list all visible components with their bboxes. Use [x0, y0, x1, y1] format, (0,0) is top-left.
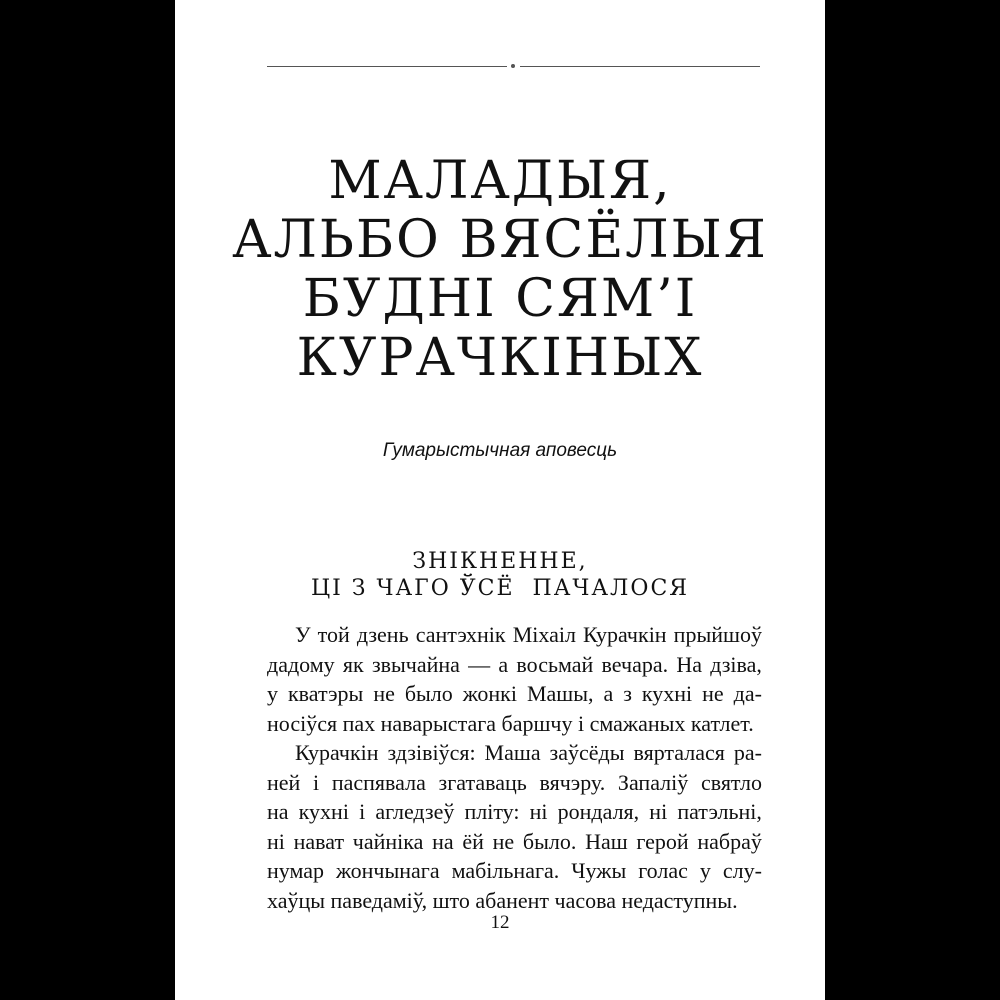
word: Наш [585, 828, 628, 854]
word: а [603, 681, 614, 706]
book-page [175, 0, 825, 1000]
word: ней [267, 769, 301, 795]
word: Маша [484, 740, 541, 765]
word: кватэры [287, 681, 364, 706]
word: Чужы [571, 858, 627, 883]
word: ні [529, 799, 548, 824]
word: дзень [356, 622, 409, 647]
word: — [468, 651, 491, 677]
word: на [267, 799, 289, 824]
word: сантэхнік [415, 622, 506, 647]
word: звычайна [371, 651, 460, 677]
word: здзівіўся: [387, 740, 476, 765]
word: было. [522, 828, 577, 854]
text-line: хаўцы паведаміў, што абанент часова недаступны. [267, 887, 738, 913]
word: Курачкін [583, 622, 667, 647]
title-line: КУРАЧКІНЫХ [296, 328, 704, 388]
word: агледзеў [375, 799, 455, 824]
word: кухні [298, 799, 349, 824]
section-heading-line: ЗНІКНЕННЕ, [412, 549, 588, 574]
word: У [295, 622, 311, 647]
word: набраў [697, 828, 762, 854]
word: дзіва, [710, 651, 762, 677]
text-line [267, 650, 762, 680]
book-subtitle: Гумарыстычная аповесць [382, 440, 618, 461]
word: На [676, 651, 703, 677]
text-line [267, 679, 762, 709]
word: жонкі [462, 681, 517, 706]
word: мабільнага. [451, 858, 560, 883]
word: ёй [462, 828, 484, 854]
word: рондаля, [557, 799, 640, 824]
word: слу- [722, 858, 762, 883]
word: і [313, 769, 320, 795]
word: герой [636, 828, 689, 854]
word: вярталася [633, 740, 725, 765]
word: нават [293, 828, 345, 854]
word: Курачкін [295, 740, 379, 765]
text-line [267, 856, 762, 886]
title-line: МАЛАДЫЯ, [328, 151, 672, 211]
word: Міхаіл [512, 622, 576, 647]
word: у [699, 858, 711, 883]
word: прыйшоў [673, 622, 762, 647]
word: не [492, 828, 515, 854]
book-title [215, 152, 785, 388]
ornament-rule-left [267, 66, 507, 67]
text-line [267, 738, 762, 768]
word: пліту: [464, 799, 520, 824]
word: вячэру. [539, 769, 606, 795]
word: заўсёды [549, 740, 625, 765]
body-text [267, 620, 762, 915]
word: і [359, 799, 366, 824]
text-line [267, 797, 762, 827]
word: вечара. [601, 651, 669, 677]
word: як [342, 651, 364, 677]
word: Машы, [526, 681, 594, 706]
title-line: АЛЬБО ВЯСЁЛЫЯ [232, 210, 768, 270]
text-line [267, 620, 762, 650]
page-number: 12 [490, 912, 510, 933]
word: патэльні, [677, 799, 762, 824]
word: ні [649, 799, 668, 824]
ornament-rule-right [520, 66, 760, 67]
text-line [267, 827, 762, 857]
word: голас [638, 858, 688, 883]
word: паспявала [331, 769, 426, 795]
word: не [702, 681, 724, 706]
ornament-dot [511, 64, 515, 68]
word: у [267, 681, 278, 706]
word: ра- [733, 740, 762, 765]
word: кухні [641, 681, 693, 706]
text-line [267, 768, 762, 798]
word: Запаліў [617, 769, 689, 795]
word: не [373, 681, 395, 706]
word: той [317, 622, 350, 647]
word: з [623, 681, 632, 706]
word: згатаваць [438, 769, 527, 795]
title-line: БУДНІ СЯМ’І [302, 269, 698, 329]
word: ні [267, 828, 285, 854]
word: на [432, 828, 454, 854]
word: а [498, 651, 509, 677]
header-ornament [267, 64, 760, 69]
word: нумар [267, 858, 325, 883]
section-heading-line: ЦІ З ЧАГО ЎСЁ ПАЧАЛОСЯ [310, 576, 690, 601]
word: жончынага [336, 858, 440, 883]
word: было [404, 681, 453, 706]
word: святло [700, 769, 762, 795]
word: дадому [267, 651, 335, 677]
word: восьмай [516, 651, 594, 677]
word: чайніка [352, 828, 424, 854]
section-heading [175, 548, 825, 602]
text-line: носіўся пах наварыстага баршчу і смажаных катлет. [267, 710, 754, 736]
word: да- [733, 681, 762, 706]
